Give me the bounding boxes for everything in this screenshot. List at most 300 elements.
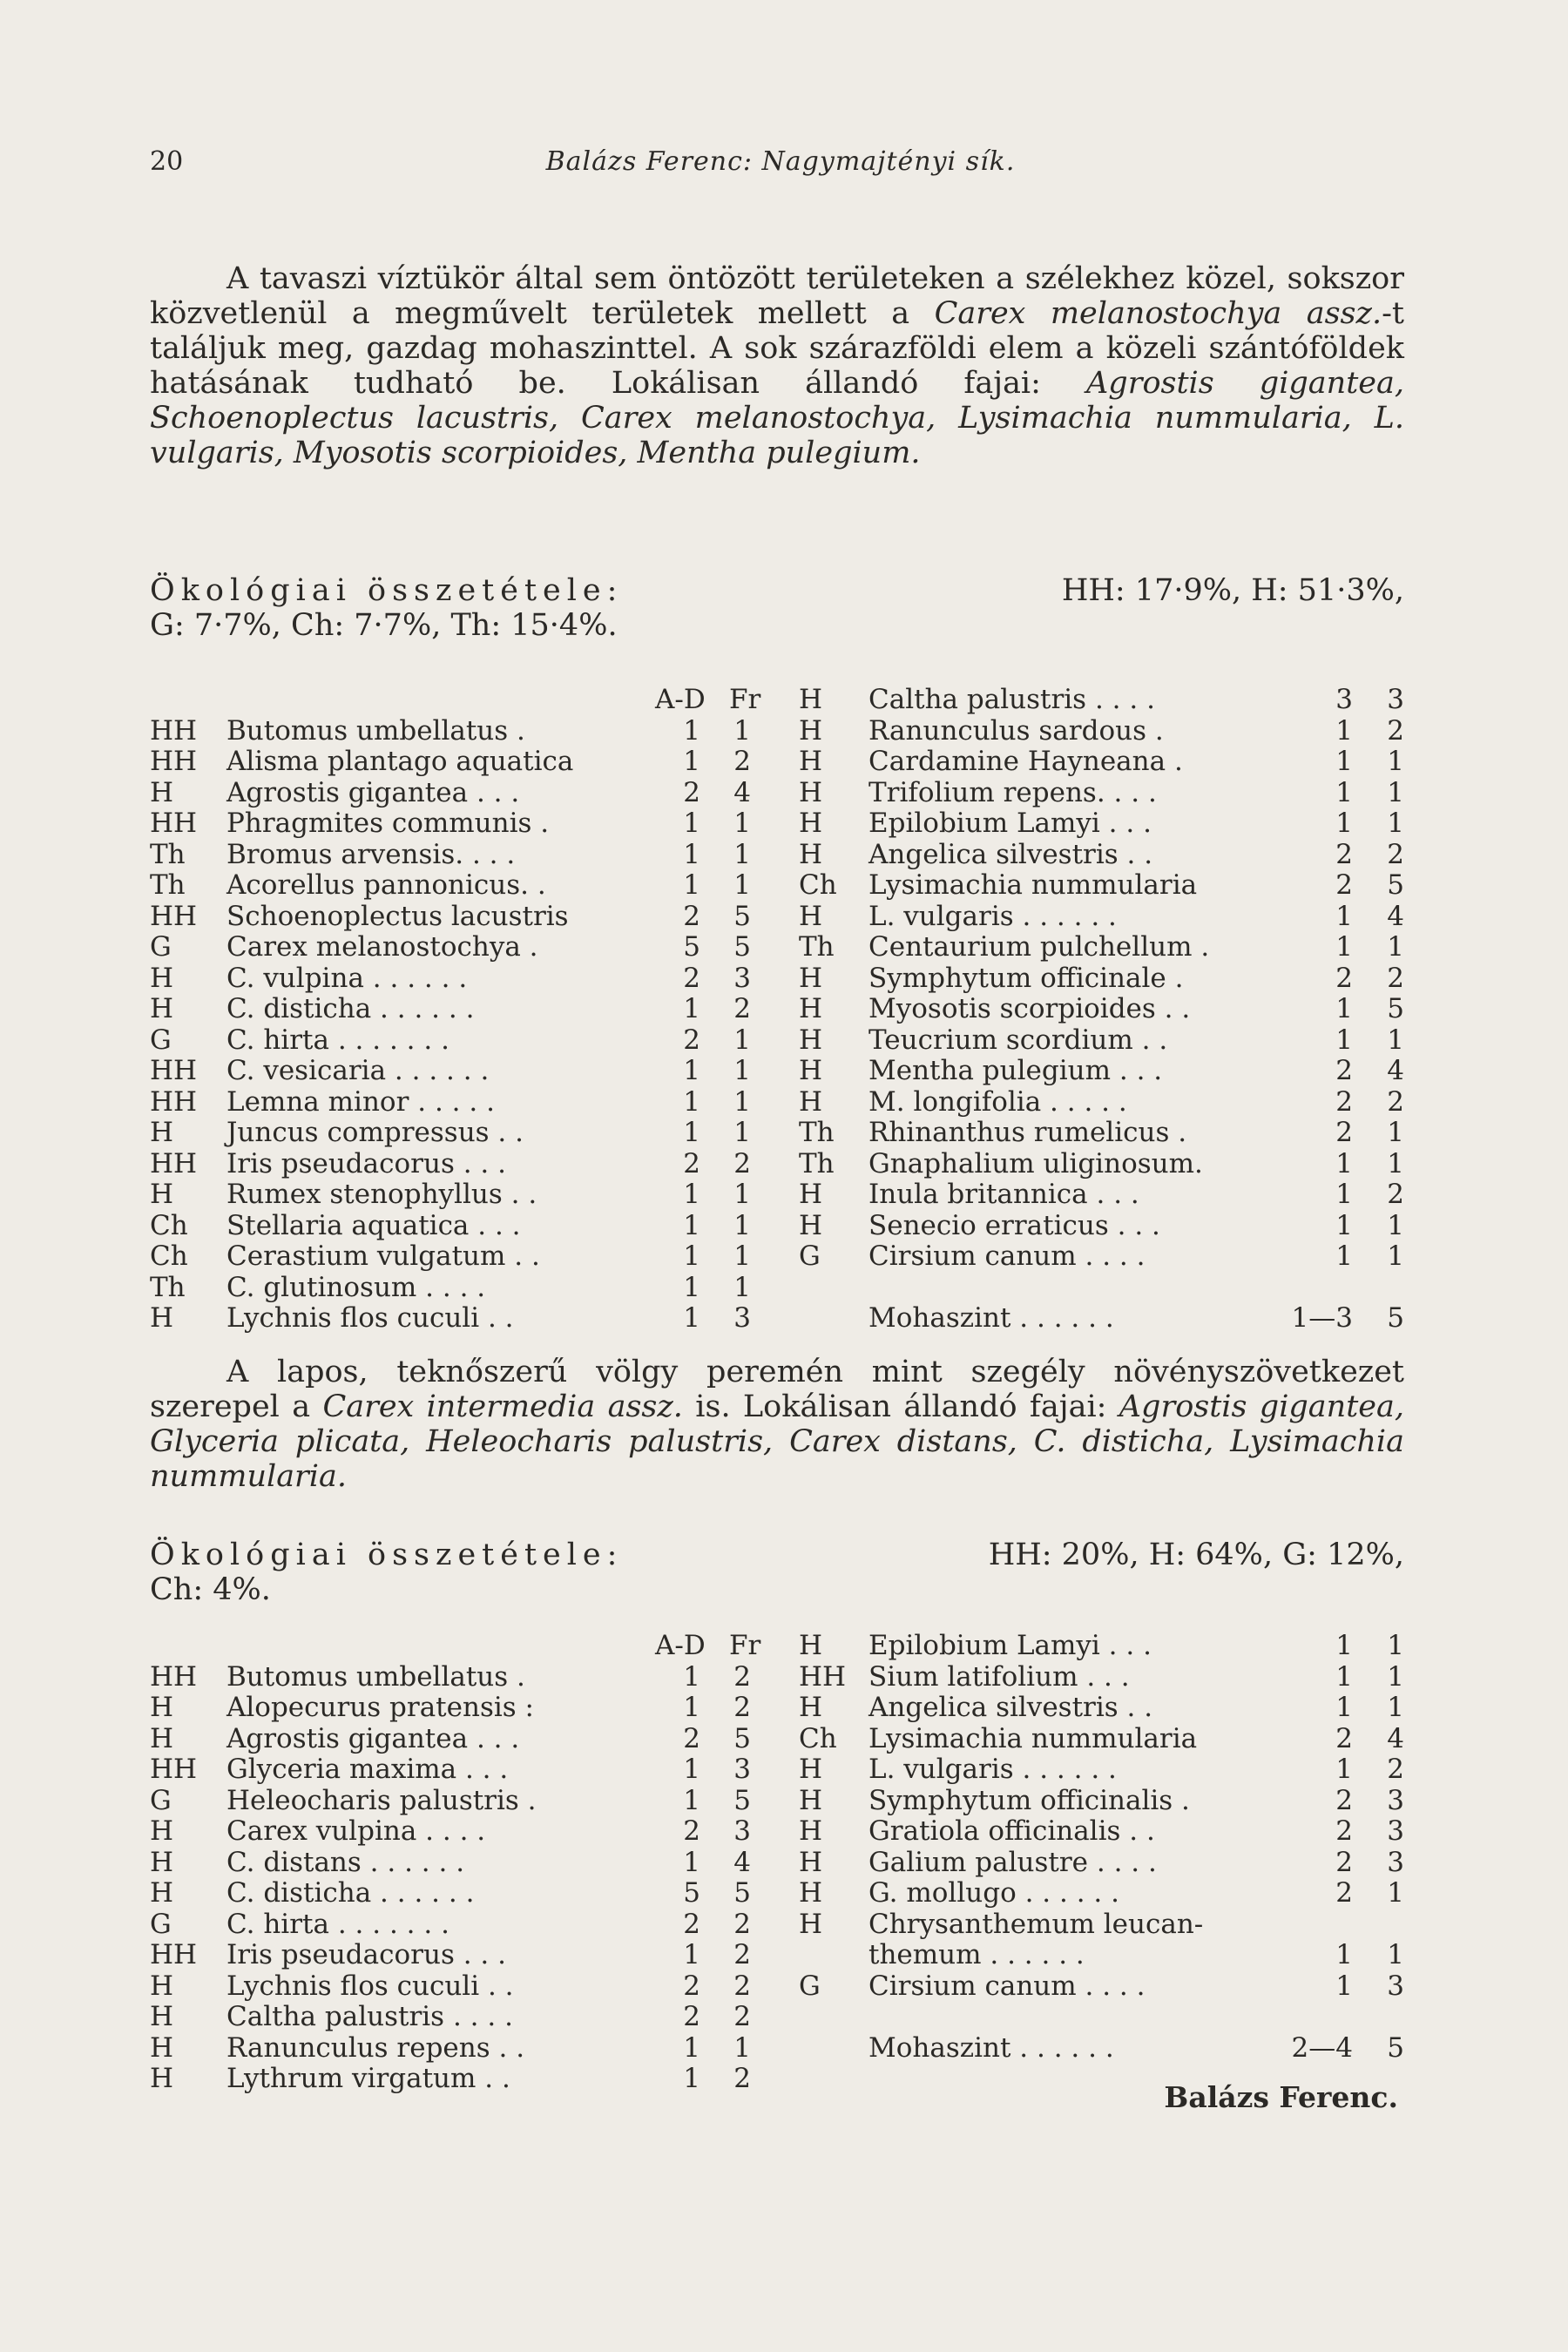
table-row [799, 1631, 1413, 1662]
page-number: 20 [150, 146, 184, 177]
abundance-dominance: 1 [1335, 931, 1353, 963]
species-name: Mentha pulegium . . . [868, 1055, 1163, 1086]
italic-run: Agrostis gigantea, Glyceria plicata, Heleocharis palustris, Carex distans, C. disticha, Lysimachia nummularia. [150, 1389, 1404, 1494]
text-run: is. Lokálisan állandó fajai: [682, 1389, 1119, 1424]
table-row [799, 2033, 1413, 2065]
frequency: 3 [1387, 1970, 1404, 2002]
species-name: M. longifolia . . . . . [868, 1085, 1127, 1118]
species-name: Alisma plantago aquatica [226, 746, 574, 777]
table-row [799, 1179, 1413, 1211]
life-form: H [799, 962, 823, 994]
table-row [150, 1754, 760, 1786]
life-form: H [799, 1179, 823, 1210]
table-row [150, 932, 760, 963]
life-form: H [150, 1722, 174, 1754]
life-form: H [799, 1630, 823, 1661]
species-name: Senecio erraticus . . . [868, 1209, 1160, 1241]
abundance-dominance: 2 [1335, 1846, 1353, 1878]
table-rows [799, 685, 1413, 1335]
frequency: 2 [1387, 1179, 1404, 1210]
header-ad: A-D [655, 684, 706, 715]
life-form: H [150, 962, 174, 994]
species-name: Epilobium Lamyi . . . [868, 808, 1152, 839]
life-form: Th [799, 1117, 835, 1148]
frequency: 1 [733, 1271, 751, 1303]
life-form: H [150, 2063, 174, 2094]
abundance-dominance: 2 [683, 1024, 700, 1056]
abundance-dominance: 1 [683, 838, 700, 870]
species-name: Cirsium canum . . . . [868, 1970, 1146, 2002]
abundance-dominance: 2 [683, 1815, 700, 1847]
species-name: C. vesicaria . . . . . . [226, 1055, 490, 1086]
species-name: Symphytum officinale . [868, 962, 1184, 994]
table-row [799, 1971, 1413, 2003]
abundance-dominance: 1 [683, 1209, 700, 1241]
abundance-dominance: 3 [1335, 684, 1353, 715]
table-row [799, 2002, 1413, 2033]
frequency: 2 [733, 1147, 751, 1179]
abundance-dominance: 1 [683, 1055, 700, 1086]
abundance-dominance: 1 [1335, 776, 1353, 808]
text-run: -t találjuk meg, gazdag mohaszinttel. A sok szárazföldi elem a közeli szántóföldek hatásának tudható be. Lokálisan állandó fajai: [150, 296, 1404, 401]
frequency: 4 [1387, 1722, 1404, 1754]
abundance-dominance: 1 [1335, 1024, 1353, 1056]
frequency: 1 [1387, 1630, 1404, 1661]
table-row [150, 1971, 760, 2003]
italic-run: Agrostis gigantea, Schoenoplectus lacustris, Carex melanostochya, Lysimachia nummularia, L. vulgaris, Myosotis scorpioides, Mentha pulegium. [150, 366, 1404, 470]
table-row [799, 1909, 1413, 1941]
frequency: 5 [733, 1784, 751, 1816]
species-name: C. vulpina . . . . . . [226, 962, 468, 994]
abundance-dominance: 1 [1335, 1179, 1353, 1210]
table-row [799, 902, 1413, 933]
frequency: 1 [733, 1209, 751, 1241]
abundance-dominance: 1—3 [1291, 1302, 1353, 1334]
life-form: HH [150, 1939, 198, 1970]
table-row [799, 1662, 1413, 1693]
species-name: Lythrum virgatum . . [226, 2063, 510, 2094]
table-row [150, 778, 760, 809]
frequency: 5 [733, 931, 751, 963]
life-form: H [150, 2031, 174, 2064]
life-form: G [799, 1970, 821, 2002]
frequency: 2 [733, 2063, 751, 2094]
italic-run: Carex intermedia assz. [322, 1389, 683, 1424]
frequency: 1 [1387, 746, 1404, 777]
species-name: C. disticha . . . . . . [226, 993, 475, 1024]
table-row [799, 685, 1413, 716]
frequency: 1 [1387, 776, 1404, 808]
species-name: Gnaphalium uliginosum. [868, 1147, 1203, 1179]
frequency: 1 [1387, 1147, 1404, 1179]
frequency: 1 [733, 1117, 751, 1148]
abundance-dominance: 2 [1335, 1815, 1353, 1847]
frequency: 3 [733, 962, 751, 994]
frequency: 1 [733, 714, 751, 747]
table-row [799, 1118, 1413, 1149]
species-name: L. vulgaris . . . . . . [868, 900, 1117, 932]
frequency: 5 [1387, 993, 1404, 1024]
table-row [150, 1940, 760, 1971]
abundance-dominance: 2 [1335, 1055, 1353, 1086]
paragraph-2 [150, 1355, 1404, 1494]
frequency: 1 [1387, 1024, 1404, 1056]
species-name: Bromus arvensis. . . . [226, 838, 516, 870]
species-name: Phragmites communis . [226, 808, 550, 839]
abundance-dominance: 1 [1335, 1147, 1353, 1179]
frequency: 2 [733, 2001, 751, 2032]
life-form: Ch [799, 869, 837, 901]
abundance-dominance: 1 [1335, 1660, 1353, 1693]
abundance-dominance: 1 [683, 808, 700, 839]
life-form: Ch [150, 1240, 188, 1272]
abundance-dominance: 1 [683, 2063, 700, 2094]
table-row [799, 1211, 1413, 1242]
species-name: Ranunculus repens . . [226, 2031, 525, 2064]
life-form: HH [150, 1147, 198, 1179]
frequency: 3 [1387, 1815, 1404, 1847]
species-name: Glyceria maxima . . . [226, 1754, 509, 1785]
table-row [799, 963, 1413, 995]
life-form: HH [150, 1085, 198, 1118]
paragraph-1 [150, 261, 1404, 470]
frequency: 5 [733, 1877, 751, 1909]
abundance-dominance: 1 [1335, 993, 1353, 1024]
species-name: Trifolium repens. . . . [868, 776, 1157, 808]
species-name: Cardamine Hayneana . [868, 746, 1183, 777]
table-row [150, 716, 760, 747]
frequency: 2 [733, 1939, 751, 1970]
life-form: H [150, 993, 174, 1024]
life-form: H [799, 746, 823, 777]
frequency: 2 [1387, 1754, 1404, 1785]
frequency: 1 [733, 2031, 751, 2064]
table-row [150, 1878, 760, 1909]
species-name: L. vulgaris . . . . . . [868, 1754, 1117, 1785]
abundance-dominance: 5 [683, 1877, 700, 1909]
frequency: 5 [1387, 2031, 1404, 2064]
life-form: H [150, 2001, 174, 2032]
table-row [799, 1816, 1413, 1848]
life-form: HH [150, 714, 198, 747]
frequency: 1 [1387, 931, 1404, 963]
abundance-dominance: 1 [1335, 1209, 1353, 1241]
frequency: 1 [1387, 1117, 1404, 1148]
species-name: C. hirta . . . . . . . [226, 1908, 449, 1940]
frequency: 5 [733, 900, 751, 932]
species-name: Agrostis gigantea . . . [226, 1722, 520, 1754]
abundance-dominance: 1 [683, 993, 700, 1024]
table-row [150, 1056, 760, 1087]
species-name: Mohaszint . . . . . . [868, 1302, 1114, 1334]
abundance-dominance: 1 [683, 1784, 700, 1816]
abundance-dominance: 2 [683, 1970, 700, 2002]
species-name: Carex vulpina . . . . [226, 1815, 486, 1847]
species-name: Lychnis flos cuculi . . [226, 1970, 514, 2002]
abundance-dominance: 1 [1335, 808, 1353, 839]
life-form: H [150, 1877, 174, 1909]
life-form: HH [150, 808, 198, 839]
life-form: HH [150, 900, 198, 932]
species-name: Stellaria aquatica . . . [226, 1209, 521, 1241]
life-form: Th [799, 1147, 835, 1179]
abundance-dominance: 2 [683, 1722, 700, 1754]
table-row [150, 2033, 760, 2065]
life-form: H [799, 1784, 823, 1816]
abundance-dominance: 2 [683, 2001, 700, 2032]
life-form: HH [150, 1754, 198, 1785]
table-row [799, 808, 1413, 840]
life-form: H [799, 1085, 823, 1118]
species-name: Cirsium canum . . . . [868, 1240, 1146, 1272]
abundance-dominance: 2 [683, 900, 700, 932]
species-name: Acorellus pannonicus. . [226, 869, 546, 901]
frequency: 3 [733, 1754, 751, 1785]
abundance-dominance: 2 [1335, 1117, 1353, 1148]
life-form: H [799, 838, 823, 870]
frequency: 1 [1387, 1660, 1404, 1693]
table-row [150, 1909, 760, 1941]
frequency: 1 [733, 1240, 751, 1272]
frequency: 5 [1387, 1302, 1404, 1334]
frequency: 2 [1387, 962, 1404, 994]
frequency: 1 [733, 1085, 751, 1118]
life-form: H [150, 776, 174, 808]
table-row [150, 1241, 760, 1273]
species-name: Inula britannica . . . [868, 1179, 1139, 1210]
abundance-dominance: 2 [683, 776, 700, 808]
frequency: 1 [1387, 808, 1404, 839]
species-name: Butomus umbellatus . [226, 1660, 525, 1693]
table-row [799, 870, 1413, 902]
frequency: 2 [733, 1908, 751, 1940]
header-ad: A-D [655, 1630, 706, 1661]
abundance-dominance: 5 [683, 931, 700, 963]
life-form: G [150, 1784, 172, 1816]
species-name: C. disticha . . . . . . [226, 1877, 475, 1909]
ecology-values-line1: HH: 20%, H: 64%, G: 12%, [988, 1538, 1404, 1572]
header-fr: Fr [729, 684, 761, 715]
life-form: HH [150, 1055, 198, 1086]
table-row [150, 1025, 760, 1057]
frequency: 3 [733, 1302, 751, 1334]
life-form: G [799, 1240, 821, 1272]
text-run: A tavaszi víztükör által sem öntözött területeken a szélekhez közel, sokszor közvetlenül a megművelt területek mellett a [150, 261, 1404, 331]
species-name: Lysimachia nummularia [868, 869, 1198, 901]
species-name: Agrostis gigantea . . . [226, 776, 520, 808]
frequency: 1 [1387, 1877, 1404, 1909]
frequency: 1 [1387, 1939, 1404, 1970]
ecology-label: Ökológiai összetétele: [150, 1538, 624, 1572]
table-row [799, 994, 1413, 1025]
life-form: H [799, 808, 823, 839]
life-form: G [150, 1024, 172, 1056]
table-row [799, 1273, 1413, 1304]
species-name: Juncus compressus . . [226, 1117, 524, 1148]
table-row [150, 747, 760, 778]
abundance-dominance: 1 [1335, 1692, 1353, 1723]
abundance-dominance: 1 [1335, 900, 1353, 932]
life-form: G [150, 1908, 172, 1940]
header-fr: Fr [729, 1630, 761, 1661]
abundance-dominance: 2 [1335, 962, 1353, 994]
species-name: Epilobium Lamyi . . . [868, 1630, 1152, 1661]
abundance-dominance: 1 [683, 714, 700, 747]
species-name: C. distans . . . . . . [226, 1846, 465, 1878]
table-row [799, 1693, 1413, 1724]
frequency: 2 [733, 1692, 751, 1723]
species-name: Iris pseudacorus . . . [226, 1147, 506, 1179]
species-name: Caltha palustris . . . . [868, 684, 1155, 715]
species-name: Sium latifolium . . . [868, 1660, 1130, 1693]
life-form: H [799, 1815, 823, 1847]
table-row [150, 2002, 760, 2033]
table-row [799, 1848, 1413, 1879]
frequency: 4 [733, 776, 751, 808]
table-row [799, 1241, 1413, 1273]
table-row [150, 1179, 760, 1211]
table-row [799, 1754, 1413, 1786]
ecology-composition-2 [150, 1538, 1404, 1607]
table-row [799, 1149, 1413, 1180]
species-name: Iris pseudacorus . . . [226, 1939, 506, 1970]
abundance-dominance: 1 [1335, 1939, 1353, 1970]
table-row [150, 2064, 760, 2095]
running-title: Balázs Ferenc: Nagymajtényi sík. [545, 146, 1016, 177]
life-form: H [150, 1846, 174, 1878]
table-row [799, 1303, 1413, 1335]
abundance-dominance: 2 [1335, 838, 1353, 870]
table-row [150, 1816, 760, 1848]
abundance-dominance: 1 [683, 746, 700, 777]
table-row [150, 994, 760, 1025]
life-form: H [799, 1877, 823, 1909]
ecology-values-line2: G: 7·7%, Ch: 7·7%, Th: 15·4%. [150, 608, 618, 643]
page-header [150, 146, 1411, 181]
life-form: HH [150, 1660, 198, 1693]
frequency: 1 [733, 1055, 751, 1086]
life-form: HH [799, 1660, 847, 1693]
life-form: H [799, 1908, 823, 1940]
species-name: Mohaszint . . . . . . [868, 2031, 1114, 2064]
life-form: H [799, 1024, 823, 1056]
species-name: Angelica silvestris . . [868, 838, 1153, 870]
abundance-dominance: 1 [1335, 714, 1353, 747]
life-form: G [150, 931, 172, 963]
life-form: H [150, 1815, 174, 1847]
table-row [150, 902, 760, 933]
table-rows [150, 1662, 760, 2095]
frequency: 5 [1387, 869, 1404, 901]
abundance-dominance: 2 [683, 1908, 700, 1940]
frequency: 2 [733, 1660, 751, 1693]
abundance-dominance: 1 [683, 1117, 700, 1148]
life-form: H [799, 900, 823, 932]
abundance-dominance: 1 [683, 869, 700, 901]
abundance-dominance: 1 [683, 1692, 700, 1723]
species-name: Rhinanthus rumelicus . [868, 1117, 1187, 1148]
species-name: Cerastium vulgatum . . [226, 1240, 540, 1272]
abundance-dominance: 1 [683, 1846, 700, 1878]
life-form: Th [150, 869, 186, 901]
table-row [799, 1878, 1413, 1909]
species-name: Lysimachia nummularia [868, 1722, 1198, 1754]
table-row [150, 1724, 760, 1755]
table-rows [150, 716, 760, 1335]
life-form: H [799, 1754, 823, 1785]
abundance-dominance: 1 [1335, 1970, 1353, 2002]
frequency: 1 [733, 838, 751, 870]
abundance-dominance: 2 [683, 962, 700, 994]
species-name: Angelica silvestris . . [868, 1692, 1153, 1723]
species-name: Chrysanthemum leucan- [868, 1908, 1204, 1940]
frequency: 1 [733, 869, 751, 901]
frequency: 2 [733, 1970, 751, 2002]
life-form: H [150, 1692, 174, 1723]
life-form: H [799, 1692, 823, 1723]
table-row [799, 840, 1413, 871]
species-name: Caltha palustris . . . . [226, 2001, 513, 2032]
species-name: Rumex stenophyllus . . [226, 1179, 537, 1210]
frequency: 2 [1387, 838, 1404, 870]
species-name: Ranunculus sardous . [868, 714, 1164, 747]
abundance-dominance: 2 [1335, 1722, 1353, 1754]
life-form: H [150, 1179, 174, 1210]
life-form: Ch [150, 1209, 188, 1241]
life-form: H [799, 1209, 823, 1241]
life-form: H [799, 776, 823, 808]
table-row [150, 1087, 760, 1119]
life-form: Ch [799, 1722, 837, 1754]
species-name: Carex melanostochya . [226, 931, 538, 963]
frequency: 1 [1387, 1692, 1404, 1723]
frequency: 2 [1387, 714, 1404, 747]
life-form: H [150, 1302, 174, 1334]
table-row [799, 932, 1413, 963]
frequency: 3 [1387, 1846, 1404, 1878]
species-name: Lychnis flos cuculi . . [226, 1302, 514, 1334]
life-form: H [150, 1970, 174, 2002]
frequency: 1 [1387, 1240, 1404, 1272]
italic-run: Carex melanostochya assz. [934, 296, 1382, 331]
species-name: themum . . . . . . [868, 1939, 1085, 1970]
abundance-dominance: 2 [1335, 1085, 1353, 1118]
table-row [799, 1056, 1413, 1087]
frequency: 3 [1387, 684, 1404, 715]
abundance-dominance: 1 [1335, 1240, 1353, 1272]
abundance-dominance: 1 [683, 1271, 700, 1303]
frequency: 4 [1387, 900, 1404, 932]
table-row [799, 1724, 1413, 1755]
table-row [799, 1025, 1413, 1057]
table-row [799, 1940, 1413, 1971]
table-row [799, 1087, 1413, 1119]
abundance-dominance: 2 [1335, 1784, 1353, 1816]
species-name: Galium palustre . . . . [868, 1846, 1157, 1878]
species-name: C. hirta . . . . . . . [226, 1024, 449, 1056]
frequency: 4 [1387, 1055, 1404, 1086]
species-name: Symphytum officinalis . [868, 1784, 1190, 1816]
life-form: H [150, 1117, 174, 1148]
life-form: Th [150, 1271, 186, 1303]
table-row [150, 963, 760, 995]
frequency: 1 [1387, 1209, 1404, 1241]
signature: Balázs Ferenc. [1164, 2080, 1398, 2114]
abundance-dominance: 1 [683, 1240, 700, 1272]
life-form: H [799, 1055, 823, 1086]
species-name: Gratiola officinalis . . [868, 1815, 1155, 1847]
abundance-dominance: 1 [683, 1085, 700, 1118]
